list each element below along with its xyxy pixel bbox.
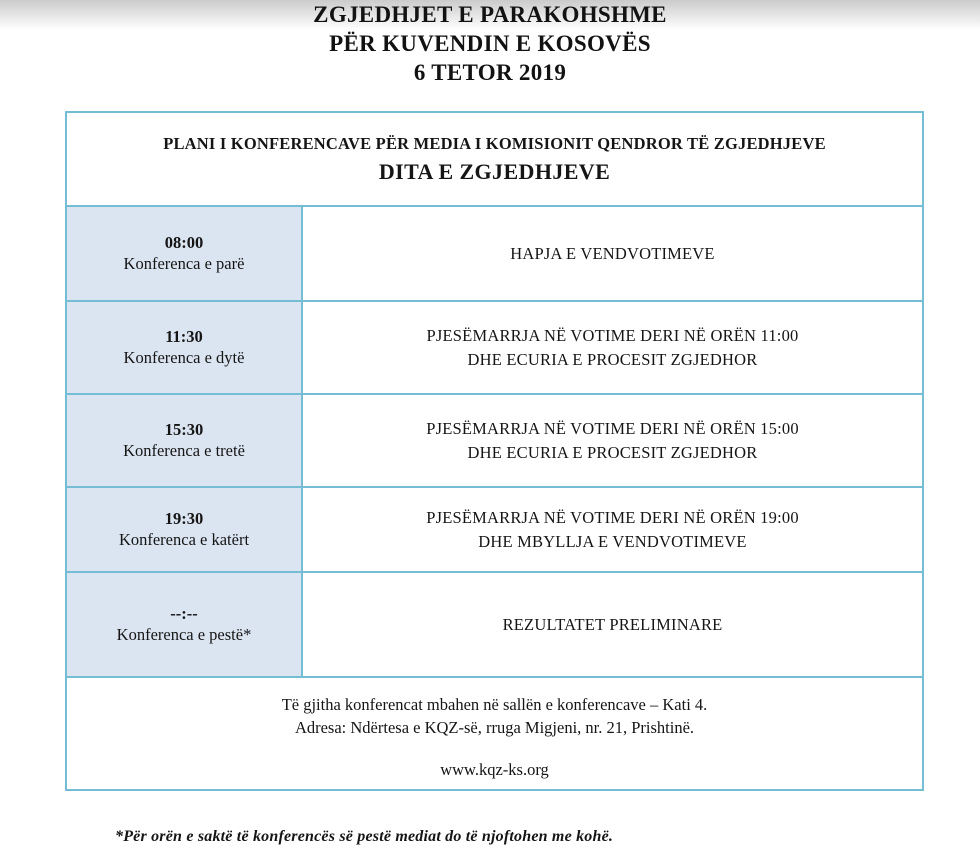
conference-time: --:-- — [170, 604, 198, 623]
description-cell — [303, 207, 922, 300]
description-line-1: PJESËMARRJA NË VOTIME DERI NË ORËN 15:00 — [426, 418, 799, 438]
table-row — [67, 302, 922, 395]
description-line-1: REZULTATET PRELIMINARE — [502, 614, 723, 634]
footnote-text: *Për orën e saktë të konferencës së pestë mediat do të njoftohen me kohë. — [115, 828, 614, 845]
title-line-2: PËR KUVENDIN E KOSOVËS — [329, 31, 651, 56]
time-cell — [67, 573, 303, 676]
conference-time: 08:00 — [164, 233, 204, 252]
conference-name: Konferenca e dytë — [123, 348, 245, 367]
time-cell — [67, 302, 303, 393]
conference-name: Konferenca e katërt — [118, 530, 250, 549]
description-line-1: HAPJA E VENDVOTIMEVE — [510, 243, 715, 263]
footer-location-line: Të gjitha konferencat mbahen në sallën e konferencave – Kati 4. — [281, 695, 708, 714]
description-line-1: PJESËMARRJA NË VOTIME DERI NË ORËN 11:00 — [426, 325, 799, 345]
description-line-2: DHE ECURIA E PROCESIT ZGJEDHOR — [467, 442, 758, 462]
time-cell — [67, 488, 303, 571]
table-row — [67, 395, 922, 488]
time-cell — [67, 395, 303, 486]
table-row — [67, 207, 922, 302]
time-cell — [67, 207, 303, 300]
conference-name: Konferenca e pestë* — [116, 625, 252, 644]
description-line-1: PJESËMARRJA NË VOTIME DERI NË ORËN 19:00 — [426, 507, 799, 527]
title-line-1: ZGJEDHJET E PARAKOHSHME — [313, 2, 667, 27]
description-cell — [303, 573, 922, 676]
document-title — [0, 0, 980, 87]
table-header — [67, 113, 922, 207]
footer-address-line: Adresa: Ndërtesa e KQZ-së, rruga Migjeni, nr. 21, Prishtinë. — [294, 718, 695, 737]
description-cell — [303, 302, 922, 393]
conference-schedule-table — [65, 111, 924, 791]
description-line-2: DHE MBYLLJA E VENDVOTIMEVE — [478, 531, 747, 551]
footer-website: www.kqz-ks.org — [440, 760, 549, 779]
conference-name: Konferenca e tretë — [123, 441, 245, 460]
table-header-subtitle: PLANI I KONFERENCAVE PËR MEDIA I KOMISIONIT QENDROR TË ZGJEDHJEVE — [163, 133, 826, 153]
table-footer — [67, 678, 922, 789]
description-cell — [303, 488, 922, 571]
conference-time: 15:30 — [164, 420, 204, 439]
conference-time: 19:30 — [164, 509, 204, 528]
description-line-2: DHE ECURIA E PROCESIT ZGJEDHOR — [467, 349, 758, 369]
conference-time: 11:30 — [165, 327, 203, 346]
table-row — [67, 488, 922, 573]
table-header-title: DITA E ZGJEDHJEVE — [378, 158, 611, 184]
conference-name: Konferenca e parë — [123, 254, 245, 273]
table-row — [67, 573, 922, 678]
description-cell — [303, 395, 922, 486]
title-line-3: 6 TETOR 2019 — [413, 60, 567, 85]
